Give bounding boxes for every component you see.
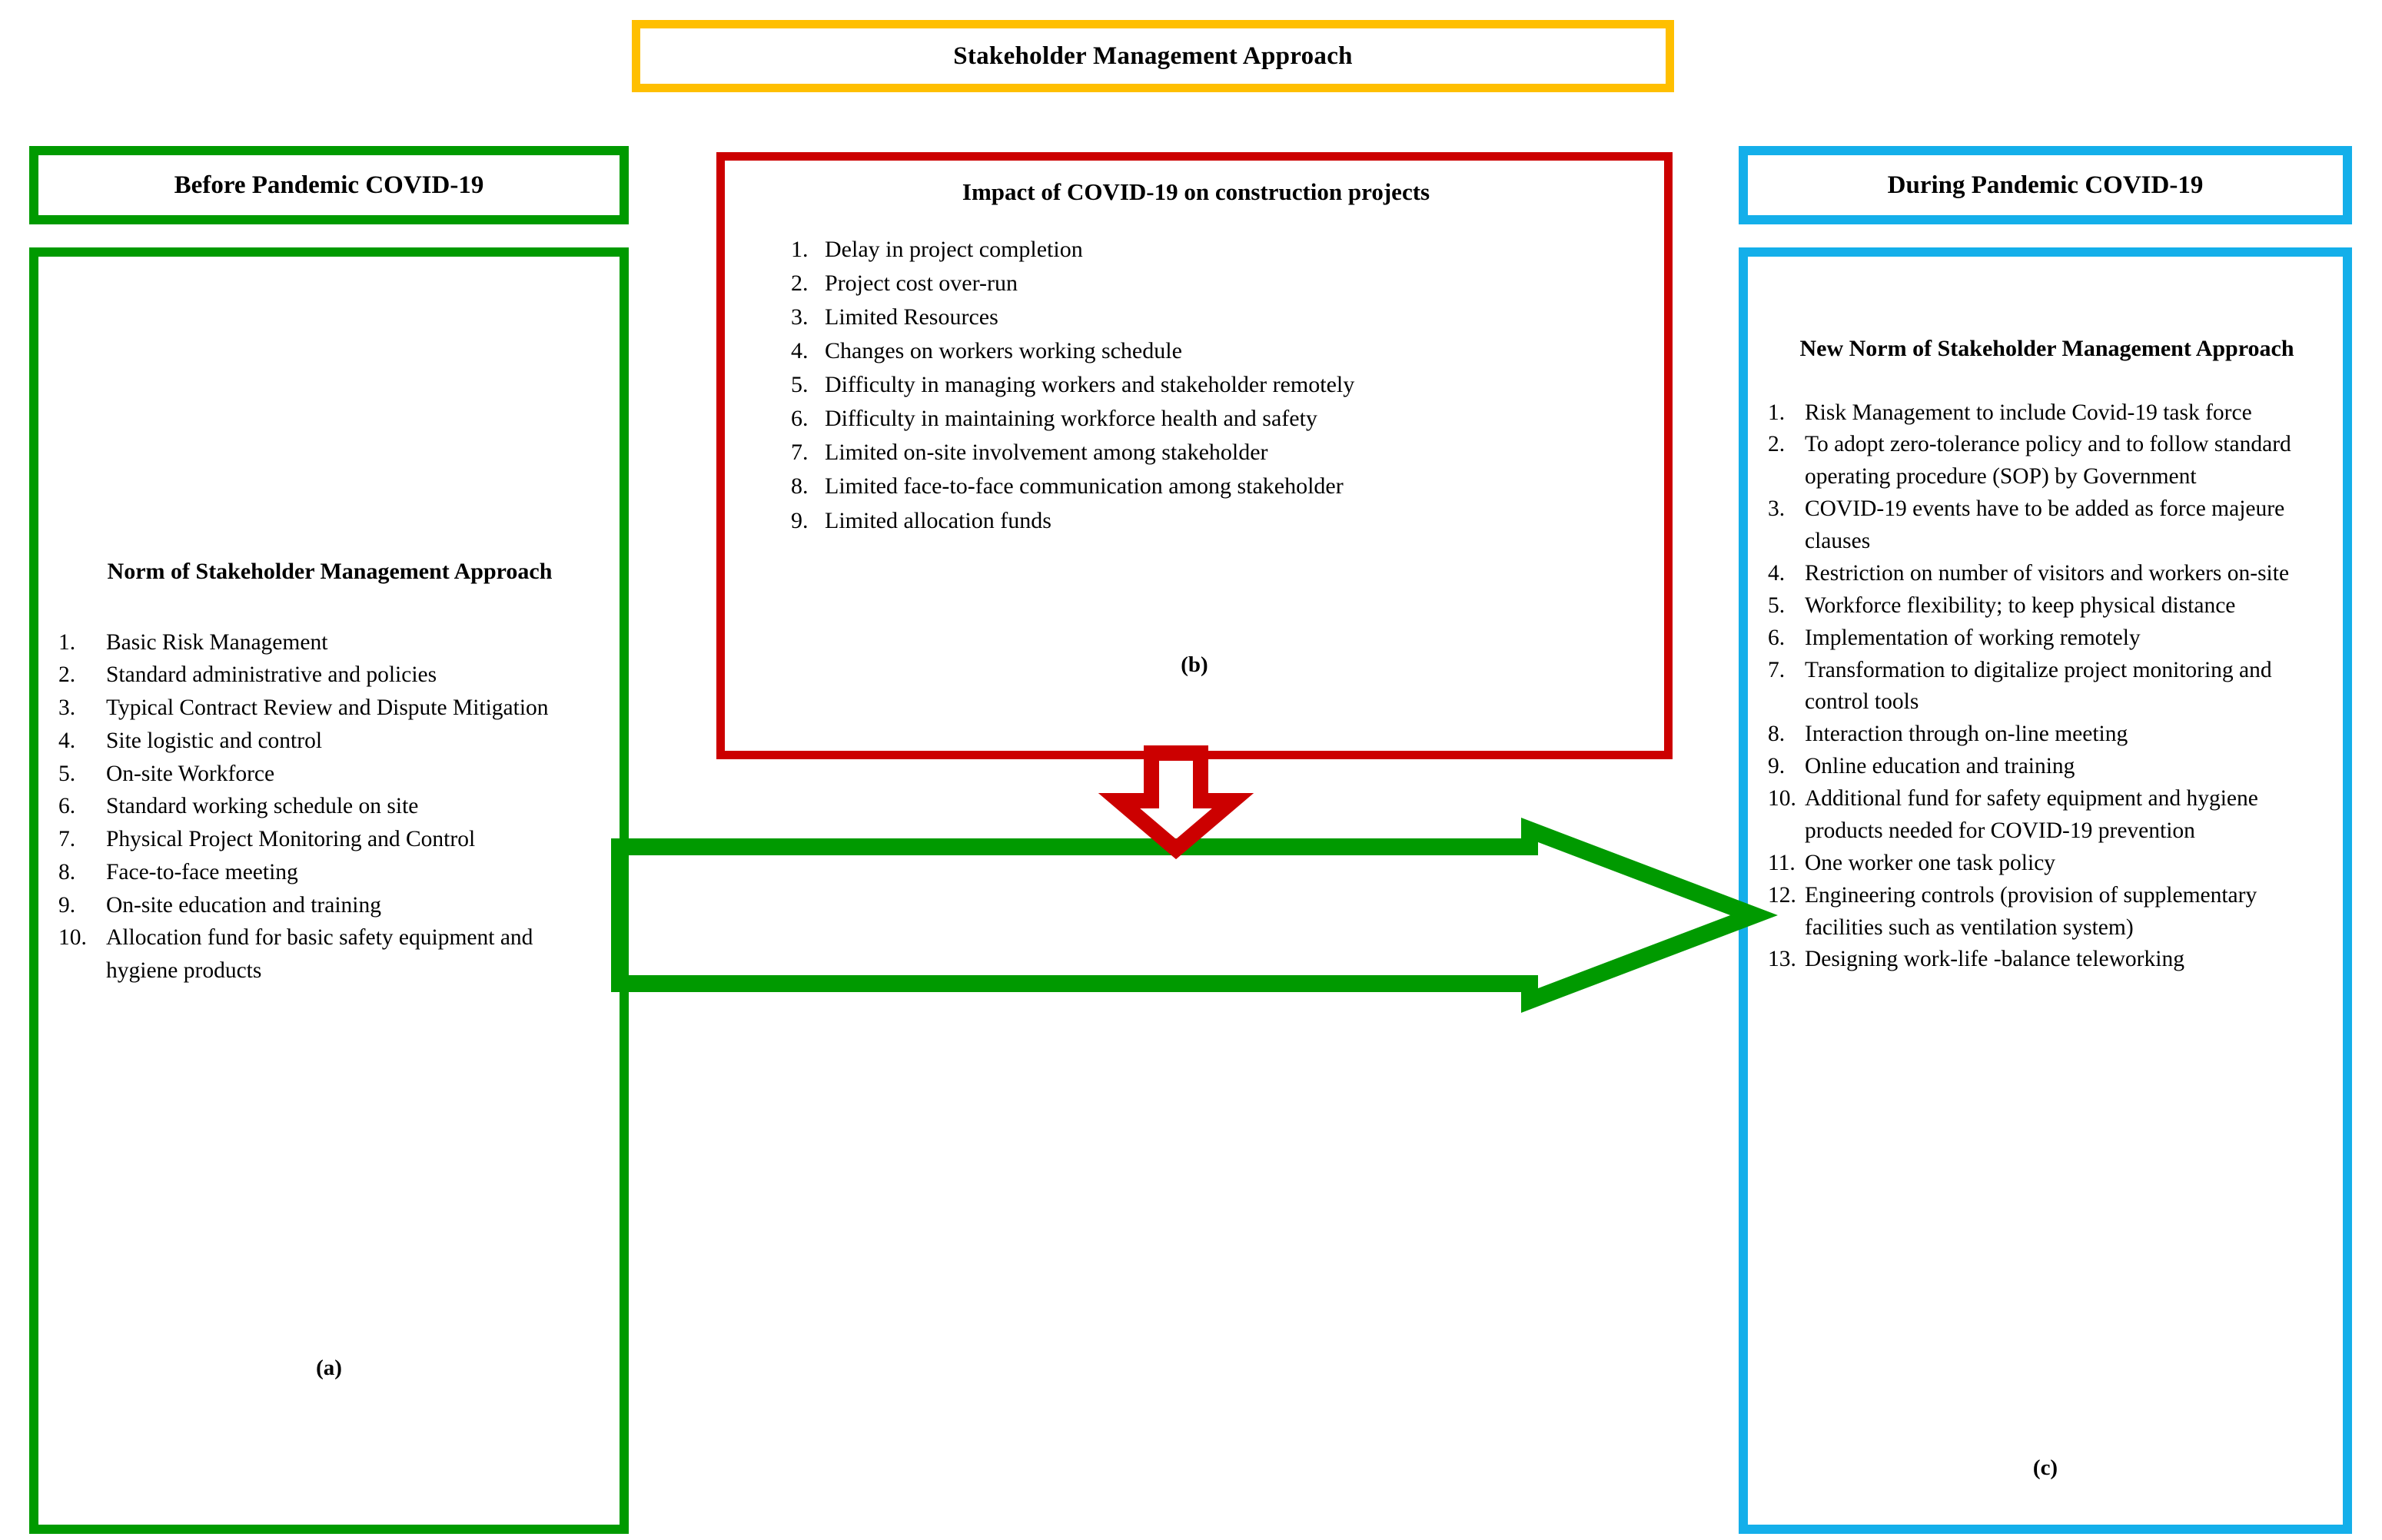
list-item [1768, 880, 2331, 944]
list-item [58, 823, 607, 856]
list-item-number: 9. [1768, 754, 1786, 779]
left-panel-inner [38, 257, 620, 1525]
list-item-text: Risk Management to include Covid-19 task force [1805, 400, 2252, 425]
list-item [58, 889, 607, 922]
list-item [791, 470, 1644, 503]
list-item-number: 10. [1768, 786, 1796, 811]
list-item-number: 1. [791, 236, 809, 262]
right-panel-content [1763, 257, 2331, 976]
list-item-text: Designing work-life -balance teleworking [1805, 947, 2184, 972]
middle-panel-list [748, 233, 1644, 538]
list-item [58, 790, 607, 823]
list-item-number: 9. [791, 507, 809, 533]
middle-panel-content [748, 161, 1644, 538]
list-item-number: 1. [58, 629, 76, 655]
list-item-text: Physical Project Monitoring and Control [106, 827, 476, 852]
list-item-number: 8. [58, 859, 76, 885]
list-item-text: Implementation of working remotely [1805, 625, 2141, 650]
list-item-number: 10. [58, 925, 87, 951]
list-item-number: 3. [791, 304, 809, 330]
list-item [1768, 493, 2331, 558]
left-panel-list [52, 626, 607, 987]
list-item-text: Restriction on number of visitors and workers on-site [1805, 560, 2290, 586]
list-item-text: One worker one task policy [1805, 850, 2056, 875]
right-panel-body [1739, 247, 2352, 1534]
title-banner-label: Stakeholder Management Approach [953, 41, 1353, 70]
list-item [1768, 655, 2331, 719]
list-item-number: 1. [1768, 400, 1786, 425]
right-panel-list [1763, 397, 2331, 977]
list-item-number: 4. [1768, 560, 1786, 586]
list-item [791, 368, 1644, 402]
list-item-number: 5. [58, 761, 76, 786]
left-section-title: Norm of Stakeholder Management Approach [107, 559, 553, 584]
list-item [791, 300, 1644, 334]
list-item-text: Limited face-to-face communication among stakeholder [825, 473, 1344, 500]
list-item [58, 692, 607, 725]
list-item [58, 659, 607, 692]
list-item-text: Interaction through on-line meeting [1805, 722, 2128, 747]
list-item-number: 6. [58, 794, 76, 819]
list-item [791, 436, 1644, 470]
list-item [1768, 622, 2331, 655]
list-item-number: 2. [1768, 432, 1786, 457]
list-item-text: Difficulty in maintaining workforce health and safety [825, 406, 1317, 432]
list-item [1768, 751, 2331, 783]
right-panel-header [1739, 146, 2352, 224]
list-item-text: Site logistic and control [106, 728, 323, 753]
list-item-number: 6. [791, 406, 809, 432]
figure-label-b: (b) [1181, 652, 1208, 677]
list-item-text: Delay in project completion [825, 236, 1083, 262]
list-item-text: Standard administrative and policies [106, 662, 437, 688]
title-banner [632, 20, 1674, 92]
figure-label-a: (a) [316, 1356, 342, 1380]
list-item-number: 13. [1768, 947, 1796, 972]
list-item [58, 725, 607, 758]
list-item [1768, 590, 2331, 622]
list-item [1768, 429, 2331, 493]
list-item [1768, 397, 2331, 430]
list-item-number: 7. [58, 827, 76, 852]
list-item-number: 3. [1768, 496, 1786, 522]
list-item [1768, 944, 2331, 976]
list-item-number: 4. [58, 728, 76, 753]
list-item-text: To adopt zero-tolerance policy and to follow standard operating procedure (SOP) by Government [1805, 432, 2291, 490]
left-panel-header-label: Before Pandemic COVID-19 [174, 171, 484, 199]
list-item-text: On-site education and training [106, 892, 381, 918]
list-item [1768, 558, 2331, 590]
list-item [791, 267, 1644, 300]
list-item [58, 856, 607, 889]
list-item-text: Project cost over-run [825, 270, 1018, 296]
list-item-text: Difficulty in managing workers and stakeholder remotely [825, 372, 1355, 398]
left-panel-header [29, 146, 629, 224]
list-item-text: On-site Workforce [106, 761, 275, 786]
list-item-number: 3. [58, 695, 76, 721]
list-item-number: 8. [1768, 722, 1786, 747]
left-panel-body [29, 247, 629, 1534]
right-panel-header-label: During Pandemic COVID-19 [1887, 171, 2204, 199]
list-item-text: COVID-19 events have to be added as force majeure clauses [1805, 496, 2285, 554]
list-item-text: Limited Resources [825, 304, 998, 330]
list-item-text: Basic Risk Management [106, 629, 328, 655]
list-item-number: 2. [58, 662, 76, 688]
right-arrow-green-icon [620, 830, 1754, 1001]
list-item-text: Online education and training [1805, 754, 2075, 779]
down-arrow-red-icon [1107, 753, 1245, 849]
list-item-number: 7. [1768, 657, 1786, 682]
list-item [1768, 783, 2331, 848]
list-item-text: Limited on-site involvement among stakeholder [825, 440, 1268, 466]
middle-panel-inner [725, 161, 1664, 751]
list-item-text: Changes on workers working schedule [825, 338, 1182, 364]
list-item [791, 504, 1644, 538]
list-item-number: 11. [1768, 850, 1796, 875]
list-item-text: Allocation fund for basic safety equipment and hygiene products [106, 925, 533, 984]
list-item [791, 334, 1644, 368]
middle-section-title: Impact of COVID-19 on construction projects [962, 178, 1430, 205]
list-item-text: Additional fund for safety equipment and hygiene products needed for COVID-19 prevention [1805, 786, 2258, 843]
list-item [1768, 848, 2331, 880]
list-item [58, 626, 607, 659]
list-item [58, 758, 607, 791]
right-panel-inner [1748, 257, 2343, 1525]
list-item-text: Standard working schedule on site [106, 794, 419, 819]
figure-label-c: (c) [2032, 1455, 2058, 1480]
list-item [1768, 719, 2331, 751]
list-item-number: 6. [1768, 625, 1786, 650]
list-item-text: Workforce flexibility; to keep physical distance [1805, 592, 2236, 618]
right-section-title: New Norm of Stakeholder Management Approach [1799, 336, 2294, 361]
list-item-number: 8. [791, 473, 809, 500]
list-item [791, 402, 1644, 436]
list-item-number: 5. [791, 372, 809, 398]
middle-panel-body [716, 152, 1673, 759]
list-item-text: Transformation to digitalize project monitoring and control tools [1805, 657, 2272, 715]
list-item [791, 233, 1644, 267]
list-item-text: Typical Contract Review and Dispute Mitigation [106, 695, 549, 721]
left-panel-content [52, 257, 607, 987]
list-item-number: 4. [791, 338, 809, 364]
list-item-number: 5. [1768, 592, 1786, 618]
list-item-text: Limited allocation funds [825, 507, 1051, 533]
list-item-number: 2. [791, 270, 809, 296]
list-item-number: 12. [1768, 882, 1796, 908]
list-item-number: 9. [58, 892, 76, 918]
list-item-text: Engineering controls (provision of supplementary facilities such as ventilation system) [1805, 882, 2257, 940]
list-item-text: Face-to-face meeting [106, 859, 298, 885]
list-item [58, 921, 607, 987]
list-item-number: 7. [791, 440, 809, 466]
